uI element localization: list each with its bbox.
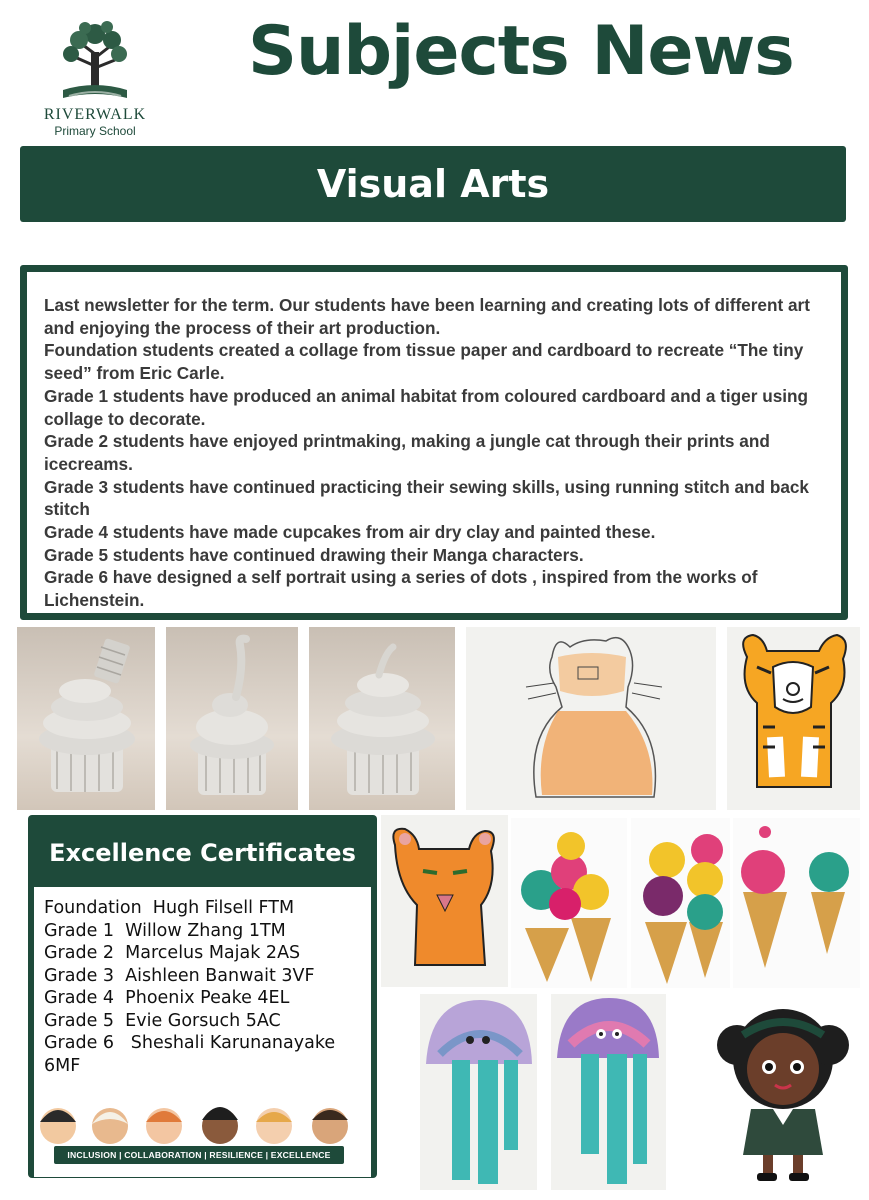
tiger-drawing-photo xyxy=(727,627,860,810)
students-illustration xyxy=(34,1092,371,1172)
clay-cupcake-photo xyxy=(17,627,155,810)
clay-cupcake-photo xyxy=(309,627,455,810)
school-values-bar: INCLUSION | COLLABORATION | RESILIENCE | EXCELLENCE xyxy=(54,1146,344,1164)
intro-paragraph: Grade 2 students have enjoyed printmaking, making a jungle cat through their prints and icecreams. xyxy=(44,431,770,474)
intro-paragraph: Grade 3 students have continued practicing their sewing skills, using running stitch and back stitch xyxy=(44,476,809,520)
intro-paragraph: Foundation students created a collage from tissue paper and cardboard to recreate “The tiny seed” from Eric Carle. xyxy=(44,340,804,384)
mascot-girl-icon xyxy=(707,1005,859,1185)
certificate-line: Grade 2 Marcelus Majak 2AS xyxy=(44,943,301,963)
icecream-print-photo xyxy=(733,818,860,988)
certificate-line: Grade 1 Willow Zhang 1TM xyxy=(44,920,286,941)
school-subtitle: Primary School xyxy=(54,124,136,138)
sewing-jellyfish-photo xyxy=(420,994,537,1190)
intro-paragraph: Grade 5 students have continued drawing their Manga characters. xyxy=(44,544,584,565)
tiger-drawing-photo xyxy=(466,627,716,810)
certificate-line: Foundation Hugh Filsell FTM xyxy=(44,898,295,918)
excellence-certificates-panel xyxy=(28,815,377,1178)
clay-cupcake-photo xyxy=(166,627,298,810)
sewing-jellyfish-photo xyxy=(551,994,666,1190)
tree-logo-icon xyxy=(55,18,135,102)
certificate-line: Grade 3 Aishleen Banwait 3VF xyxy=(44,965,315,986)
school-mascot-illustration xyxy=(707,1005,859,1185)
section-title: Visual Arts xyxy=(316,162,550,206)
intro-paragraph: Last newsletter for the term. Our students have been learning and creating lots of different art and enjoying the process of their art production. xyxy=(44,295,810,338)
intro-paragraph: Grade 6 have designed a self portrait using a series of dots , inspired from the works of Lichenstein. xyxy=(44,567,758,611)
certificate-line: Grade 4 Phoenix Peake 4EL xyxy=(44,988,290,1008)
section-banner xyxy=(20,146,846,222)
intro-paragraph: Grade 1 students have produced an animal habitat from coloured cardboard and a tiger using collage to decorate. xyxy=(44,385,809,429)
certificates-title: Excellence Certificates xyxy=(49,839,356,867)
intro-paragraph: Grade 4 students have made cupcakes from air dry clay and painted these. xyxy=(44,522,656,543)
jungle-cat-print-photo xyxy=(381,815,508,987)
certificate-line: Grade 5 Evie Gorsuch 5AC xyxy=(44,1010,281,1031)
school-name: RIVERWALK xyxy=(43,106,147,123)
icecream-print-photo xyxy=(631,818,730,988)
certificate-line: 6MF xyxy=(44,1055,81,1076)
icecream-print-photo xyxy=(511,818,627,988)
school-logo xyxy=(30,18,160,143)
page-title: Subjects News xyxy=(248,12,794,91)
certificate-line: Grade 6 Sheshali Karunanayake xyxy=(44,1033,336,1053)
intro-text-box xyxy=(20,265,848,620)
students-faces-icon xyxy=(34,1092,371,1152)
